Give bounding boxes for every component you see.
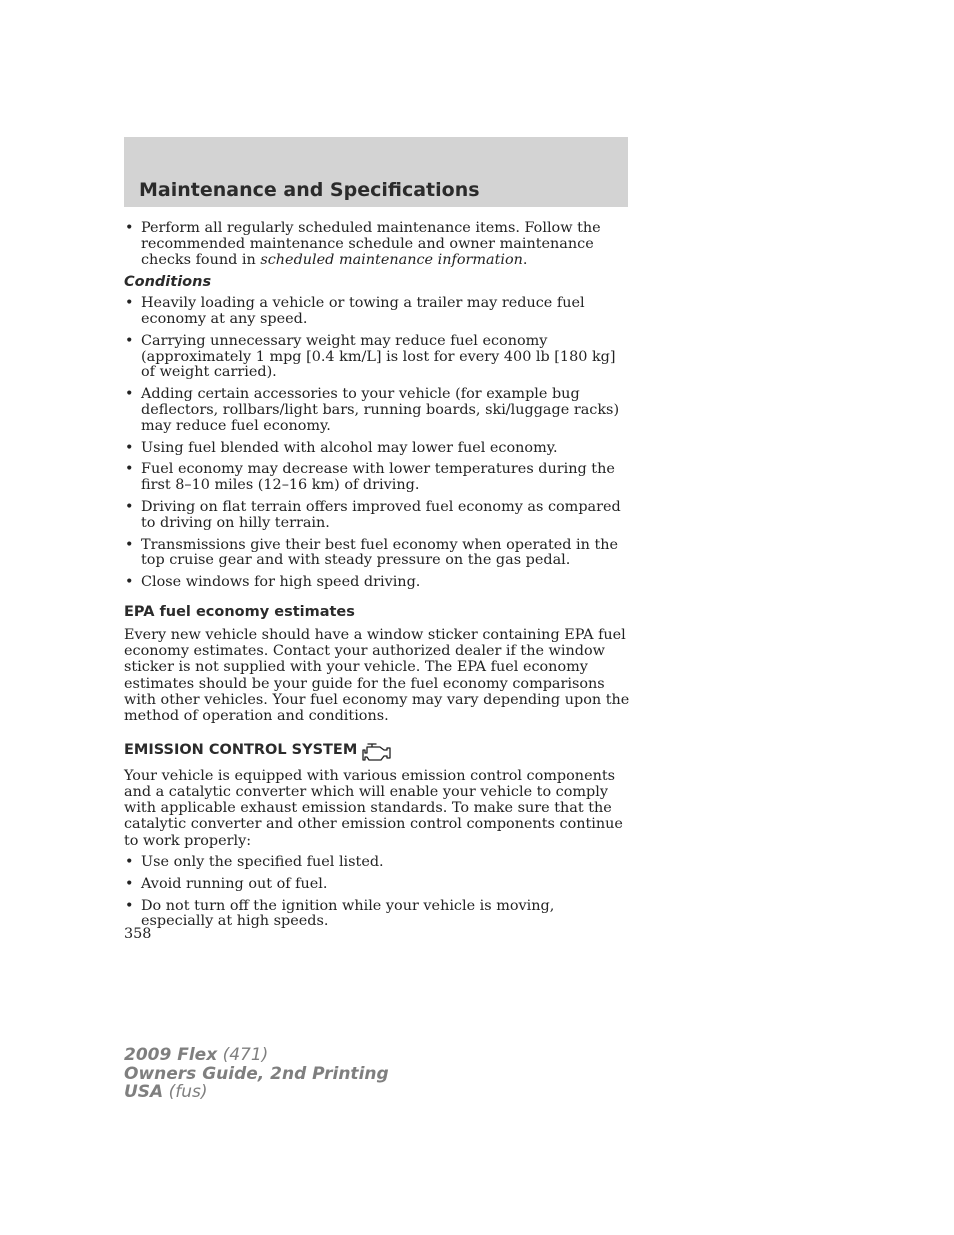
section-header-band	[124, 137, 628, 207]
list-item: • Fuel economy may decrease with lower temperatures during the first 8–10 miles (12–16 km) of driving.	[124, 462, 630, 494]
list-item: • Close windows for high speed driving.	[124, 575, 630, 591]
footer-market-code: (fus)	[163, 1082, 208, 1102]
list-item: • Driving on flat terrain offers improved fuel economy as compared to driving on hilly terrain.	[124, 500, 630, 532]
list-item: • Adding certain accessories to your vehicle (for example bug deflectors, rollbars/light bars, running boards, ski/luggage racks) may reduce fuel economy.	[124, 387, 630, 434]
footer-line-1	[124, 1046, 389, 1065]
list-item: • Use only the specified fuel listed.	[124, 855, 630, 871]
section-title: Maintenance and Specifications	[139, 179, 480, 201]
page-content	[124, 221, 630, 936]
list-item-text: Perform all regularly scheduled maintenance items. Follow the recommended maintenance schedule and owner maintenance checks found in	[141, 220, 601, 268]
emission-list	[124, 855, 630, 930]
engine-icon	[361, 741, 392, 762]
conditions-heading: Conditions	[124, 274, 212, 291]
emission-heading	[124, 741, 630, 762]
conditions-list	[124, 296, 630, 591]
list-item: • Do not turn off the ignition while your vehicle is moving, especially at high speeds.	[124, 899, 630, 931]
document-footer	[124, 1046, 389, 1102]
list-item: • Heavily loading a vehicle or towing a trailer may reduce fuel economy at any speed.	[124, 296, 630, 328]
emission-heading-text: EMISSION CONTROL SYSTEM	[124, 742, 358, 759]
list-item: • Using fuel blended with alcohol may lower fuel economy.	[124, 441, 630, 457]
cross-reference: scheduled maintenance information	[260, 251, 523, 268]
list-item	[124, 221, 630, 268]
emission-paragraph: Your vehicle is equipped with various emission control components and a catalytic converter which will enable your vehicle to comply with applicable exhaust emission standards. To make sure that the catalytic converter and other emission control components continue to work properly:	[124, 767, 623, 849]
list-item: • Carrying unnecessary weight may reduce fuel economy (approximately 1 mpg [0.4 km/L] is lost for every 400 lb [180 kg] of weight carried).	[124, 334, 630, 381]
footer-market: USA	[124, 1082, 164, 1102]
footer-line-2: Owners Guide, 2nd Printing	[124, 1063, 389, 1084]
footer-line-3	[124, 1083, 389, 1102]
epa-heading: EPA fuel economy estimates	[124, 603, 355, 620]
epa-paragraph: Every new vehicle should have a window sticker containing EPA fuel economy estimates. Contact your authorized dealer if the window sticker is not supplied with your vehicle. The EPA fuel economy estimates should be your guide for the fuel economy comparisons with other vehicles. Your fuel economy may vary depending upon the method of operation and conditions.	[124, 626, 630, 725]
list-item-end: .	[522, 251, 528, 268]
list-item: • Transmissions give their best fuel economy when operated in the top cruise gear and with steady pressure on the gas pedal.	[124, 538, 630, 570]
footer-model-code: (471)	[217, 1045, 269, 1065]
list-item: • Avoid running out of fuel.	[124, 877, 630, 893]
page-number: 358	[124, 926, 152, 942]
footer-model: 2009 Flex	[124, 1045, 218, 1065]
